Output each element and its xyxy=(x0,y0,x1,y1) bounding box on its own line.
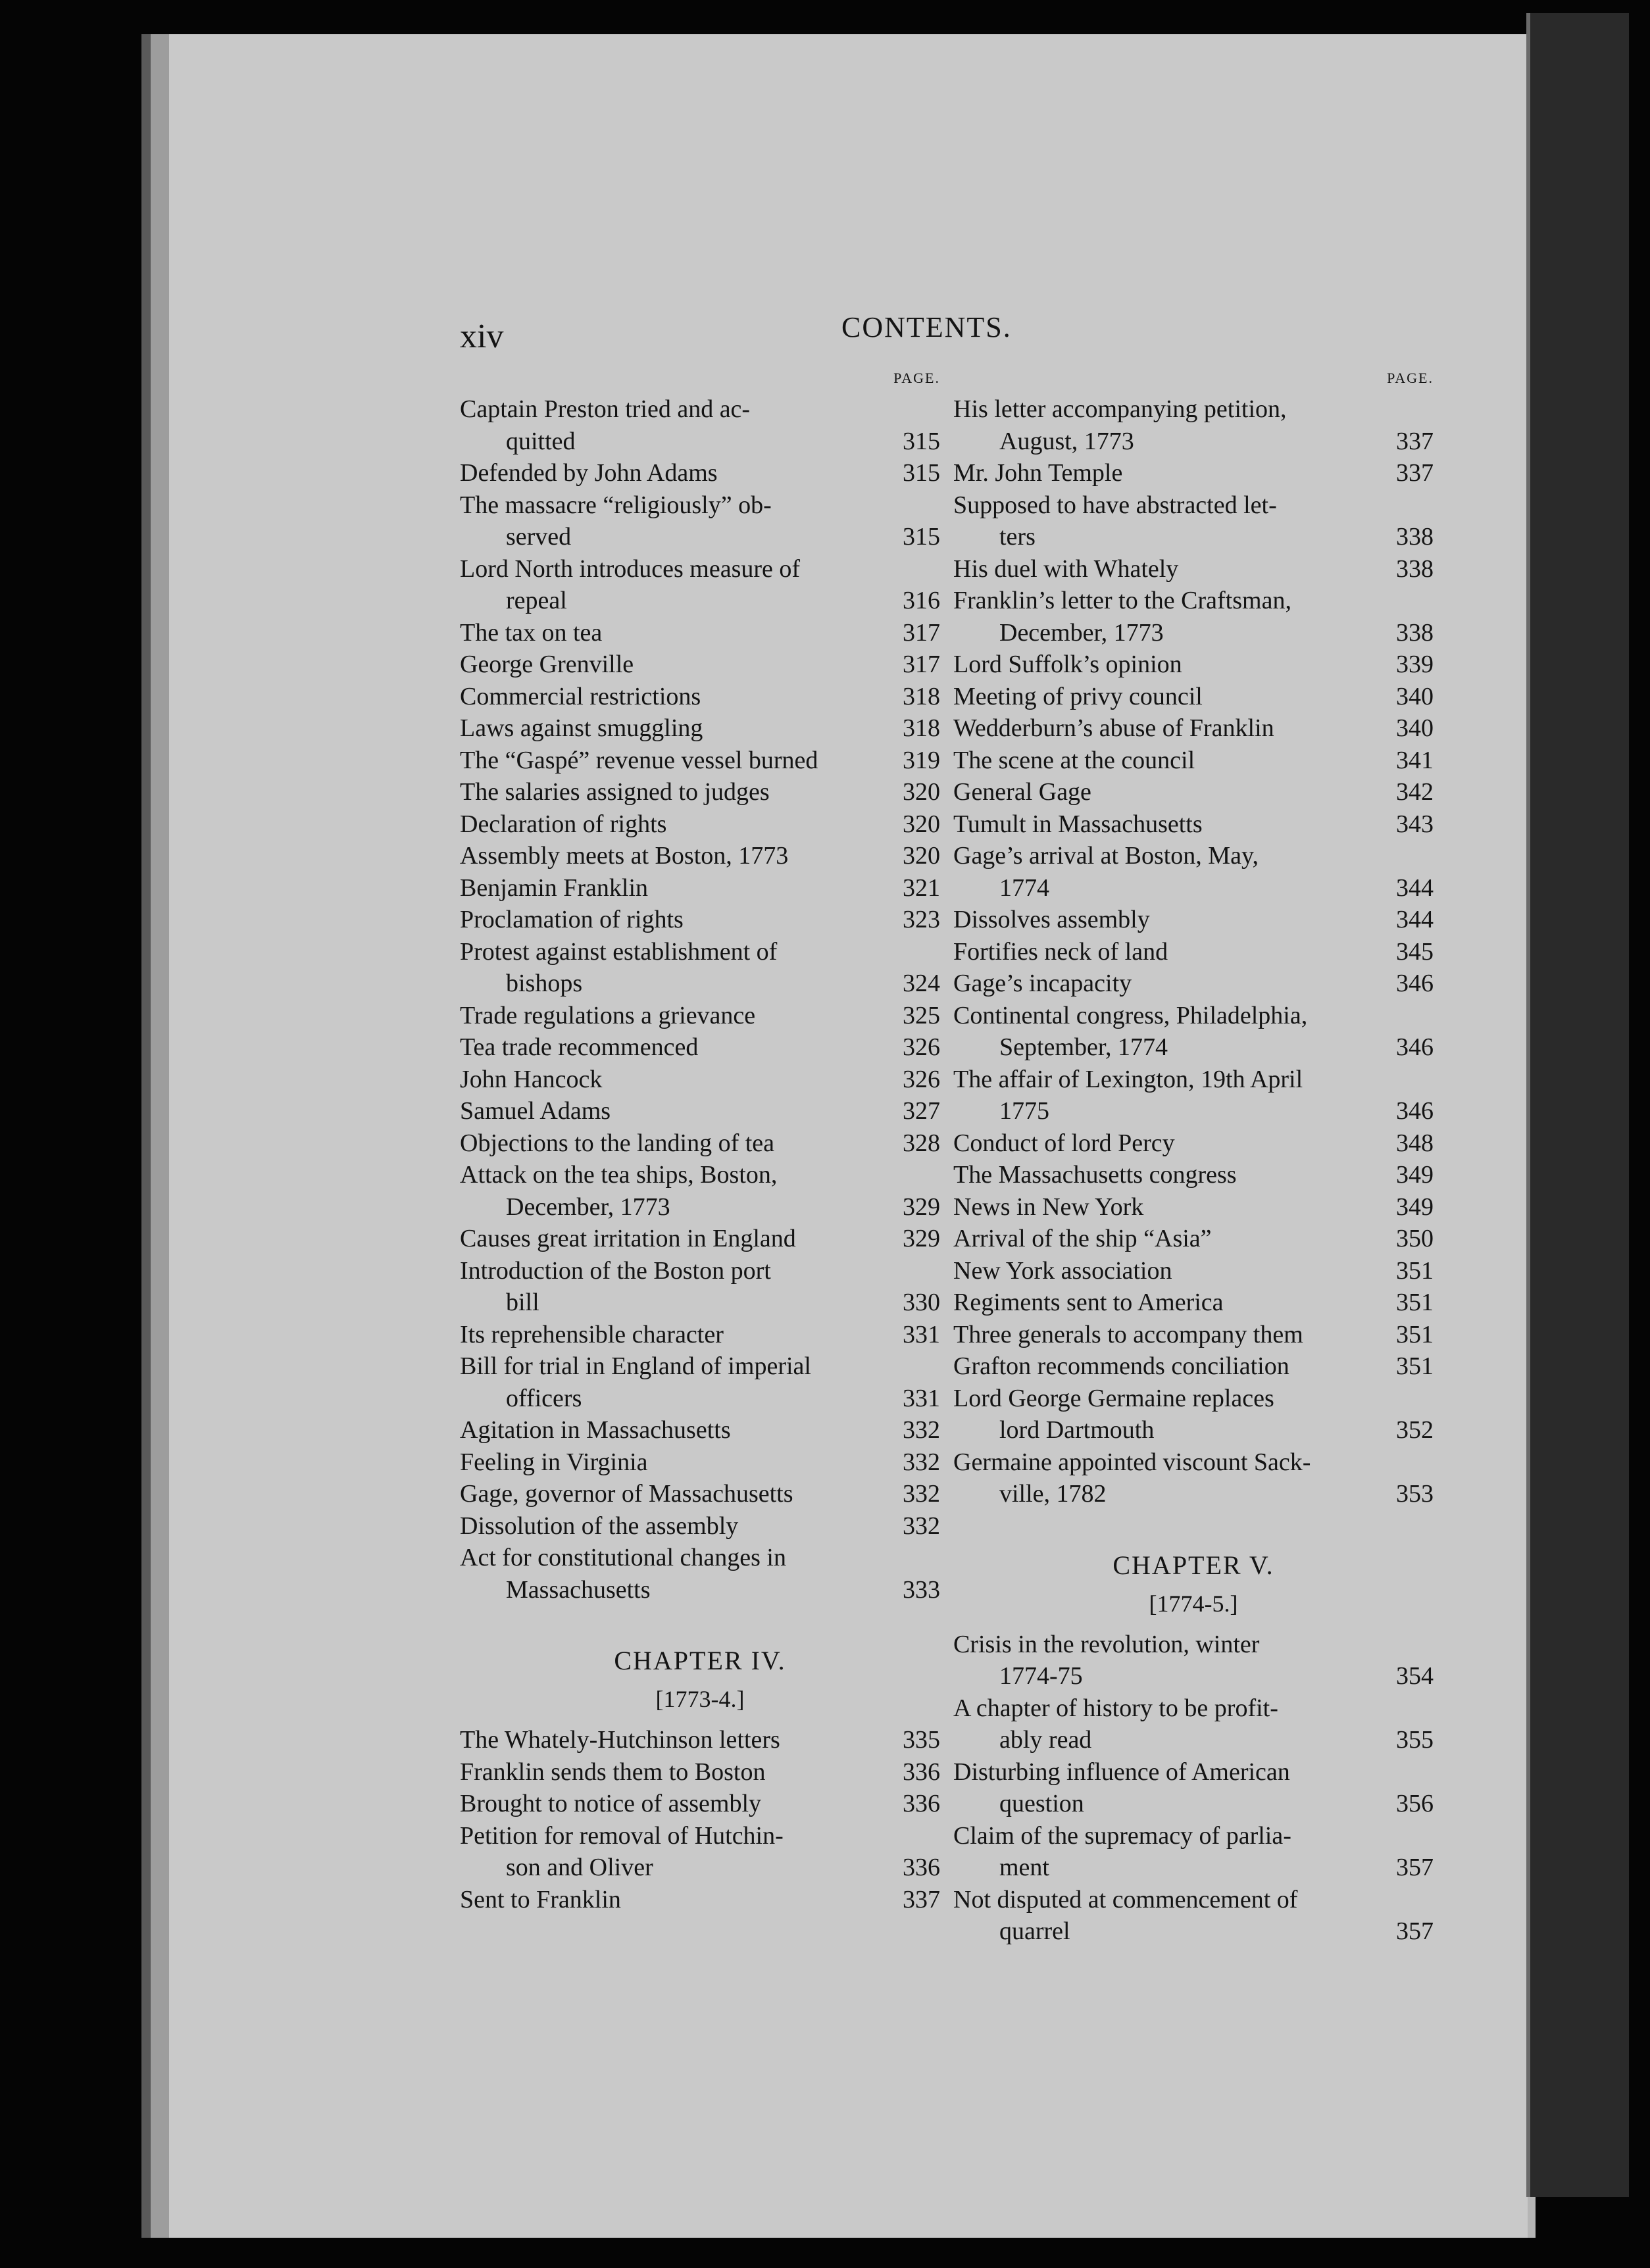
toc-entry xyxy=(460,1756,940,1788)
toc-entry-text: Defended by John Adams xyxy=(460,459,718,487)
left-entries xyxy=(460,393,940,1606)
toc-entry xyxy=(460,1127,940,1160)
toc-entry-page: 325 xyxy=(903,1001,940,1029)
chapter-v-heading: CHAPTER V. xyxy=(1112,1550,1274,1580)
toc-entry xyxy=(953,1255,1434,1287)
toc-entry-page: 344 xyxy=(1396,874,1434,902)
toc-entry-page: 329 xyxy=(903,1225,940,1252)
toc-entry-text: officers xyxy=(506,1384,582,1412)
toc-entry-text: Bill for trial in England of imperial xyxy=(460,1352,811,1380)
toc-entry-text: The “Gaspé” revenue vessel burned xyxy=(460,746,818,774)
toc-entry xyxy=(460,776,940,808)
toc-entry xyxy=(953,1127,1434,1160)
toc-entry-page: 355 xyxy=(1396,1726,1434,1754)
toc-entry-text: Supposed to have abstracted let- xyxy=(953,491,1277,519)
toc-entry-page: 341 xyxy=(1396,746,1434,774)
toc-entry-page: 357 xyxy=(1396,1854,1434,1881)
toc-entry-text: bishops xyxy=(506,970,583,997)
toc-entry-text: August, 1773 xyxy=(999,427,1134,455)
toc-entry-text: Lord George Germaine replaces xyxy=(953,1384,1274,1412)
toc-entry-page: 328 xyxy=(903,1129,940,1157)
toc-entry-page: 350 xyxy=(1396,1225,1434,1252)
toc-entry-text: A chapter of history to be profit- xyxy=(953,1694,1278,1722)
toc-entry-page: 338 xyxy=(1396,523,1434,551)
toc-entry-text: Objections to the landing of tea xyxy=(460,1129,775,1157)
toc-entry-text: The Massachusetts congress xyxy=(953,1161,1237,1189)
toc-entry xyxy=(953,1350,1434,1383)
toc-entry-page: 337 xyxy=(903,1885,940,1913)
toc-entry-text: 1774 xyxy=(999,874,1049,902)
toc-entry xyxy=(460,1159,940,1223)
toc-entry xyxy=(953,1692,1434,1756)
toc-entry-text: Gage’s arrival at Boston, May, xyxy=(953,842,1259,870)
toc-entry-text: Mr. John Temple xyxy=(953,459,1123,487)
toc-entry-text: Trade regulations a grievance xyxy=(460,1001,756,1029)
toc-entry-text: ville, 1782 xyxy=(999,1480,1107,1508)
toc-entry xyxy=(953,1383,1434,1446)
toc-entry xyxy=(953,489,1434,553)
toc-entry xyxy=(460,712,940,745)
toc-entry xyxy=(953,681,1434,713)
toc-entry xyxy=(460,1884,940,1916)
toc-entry xyxy=(460,457,940,489)
toc-entry-page: 349 xyxy=(1396,1193,1434,1221)
toc-entry-page: 327 xyxy=(903,1097,940,1125)
toc-entry-text: Brought to notice of assembly xyxy=(460,1790,762,1817)
toc-entry-text: His duel with Whately xyxy=(953,555,1179,583)
page-number: xiv xyxy=(460,318,504,355)
toc-entry-text: Tumult in Massachusetts xyxy=(953,810,1203,838)
toc-entry xyxy=(953,1000,1434,1064)
page-header xyxy=(151,310,1536,357)
toc-entry xyxy=(460,489,940,553)
toc-entry-text: ably read xyxy=(999,1726,1092,1754)
toc-entry-text: Attack on the tea ships, Boston, xyxy=(460,1161,778,1189)
toc-entry xyxy=(460,840,940,872)
toc-entry-text: September, 1774 xyxy=(999,1033,1168,1061)
toc-entry xyxy=(460,393,940,457)
toc-entry-text: Dissolves assembly xyxy=(953,906,1150,933)
toc-entry-page: 351 xyxy=(1396,1320,1434,1348)
toc-entry-page: 336 xyxy=(903,1758,940,1786)
toc-entry xyxy=(460,1510,940,1542)
toc-entry xyxy=(460,745,940,777)
toc-entry-text: The scene at the council xyxy=(953,746,1195,774)
page-column-label: PAGE. xyxy=(893,370,940,386)
toc-entry-page: 351 xyxy=(1396,1289,1434,1316)
chapter-v-years: [1774-5.] xyxy=(1149,1590,1238,1617)
toc-entry xyxy=(953,457,1434,489)
toc-entry-text: The massacre “religiously” ob- xyxy=(460,491,772,519)
toc-entry xyxy=(460,1820,940,1884)
toc-entry-page: 338 xyxy=(1396,618,1434,647)
toc-entry-page: 340 xyxy=(1396,682,1434,710)
toc-entry-page: 335 xyxy=(903,1726,940,1754)
toc-entry-text: Fortifies neck of land xyxy=(953,937,1168,966)
toc-entry-text: Causes great irritation in England xyxy=(460,1225,796,1252)
toc-entry-text: question xyxy=(999,1790,1084,1817)
toc-entry xyxy=(953,1223,1434,1255)
toc-entry-text: Petition for removal of Hutchin- xyxy=(460,1821,784,1850)
toc-entry-text: Lord Suffolk’s opinion xyxy=(953,651,1182,678)
toc-entry-text: Introduction of the Boston port xyxy=(460,1256,771,1285)
toc-entry-text: Regiments sent to America xyxy=(953,1289,1224,1316)
toc-entry-text: son and Oliver xyxy=(506,1854,653,1881)
chapter-iv-years: [1773-4.] xyxy=(655,1686,745,1712)
toc-entry-page: 315 xyxy=(903,459,940,487)
toc-entry-page: 340 xyxy=(1396,714,1434,742)
toc-entry xyxy=(953,553,1434,585)
toc-entry-text: Franklin sends them to Boston xyxy=(460,1758,766,1786)
toc-entry-text: December, 1773 xyxy=(999,618,1164,647)
toc-entry-page: 337 xyxy=(1396,427,1434,455)
toc-entry-text: bill xyxy=(506,1289,539,1316)
toc-entry-text: Tea trade recommenced xyxy=(460,1033,699,1061)
toc-entry-text: 1774-75 xyxy=(999,1662,1083,1690)
toc-entry xyxy=(953,1446,1434,1510)
toc-entry-page: 321 xyxy=(903,874,940,902)
toc-entry-text: served xyxy=(506,523,572,551)
toc-entry-text: Gage’s incapacity xyxy=(953,970,1132,997)
right-entries xyxy=(953,393,1434,1510)
toc-entry xyxy=(953,1319,1434,1351)
toc-entry xyxy=(460,1000,940,1032)
toc-entry-text: ters xyxy=(999,523,1036,551)
toc-entry-page: 336 xyxy=(903,1854,940,1881)
toc-entry-page: 337 xyxy=(1396,459,1434,487)
toc-entry-page: 343 xyxy=(1396,810,1434,838)
page-column-label: PAGE. xyxy=(1387,370,1434,386)
toc-entry xyxy=(460,617,940,649)
toc-entry-page: 332 xyxy=(903,1448,940,1476)
toc-entry-text: Continental congress, Philadelphia, xyxy=(953,1001,1308,1029)
right-column xyxy=(953,370,1434,1948)
toc-entry xyxy=(953,712,1434,745)
chapter-iv-heading: CHAPTER IV. xyxy=(614,1646,786,1675)
toc-entry-text: Act for constitutional changes in xyxy=(460,1544,786,1571)
toc-entry xyxy=(460,904,940,936)
toc-entry xyxy=(953,808,1434,841)
toc-entry-text: Franklin’s letter to the Craftsman, xyxy=(953,587,1291,614)
toc-entry-text: General Gage xyxy=(953,778,1091,806)
toc-entry-page: 320 xyxy=(903,842,940,870)
toc-entry xyxy=(953,776,1434,808)
toc-entry-page: 331 xyxy=(903,1384,940,1412)
chapter-iv-entries xyxy=(460,1724,940,1915)
toc-entry-text: News in New York xyxy=(953,1193,1144,1221)
toc-entry-page: 326 xyxy=(903,1065,940,1093)
toc-entry-text: Three generals to accompany them xyxy=(953,1320,1303,1348)
toc-entry-page: 339 xyxy=(1396,651,1434,678)
toc-entry-page: 332 xyxy=(903,1416,940,1444)
toc-entry-text: Conduct of lord Percy xyxy=(953,1129,1175,1157)
toc-entry-text: quitted xyxy=(506,427,576,455)
toc-entry xyxy=(460,1478,940,1510)
toc-entry-text: lord Dartmouth xyxy=(999,1416,1155,1444)
toc-entry-page: 332 xyxy=(903,1480,940,1508)
toc-entry xyxy=(953,1820,1434,1884)
toc-entry-page: 356 xyxy=(1396,1790,1434,1817)
toc-entry-page: 317 xyxy=(903,651,940,678)
toc-entry-text: Wedderburn’s abuse of Franklin xyxy=(953,714,1274,742)
toc-entry xyxy=(953,585,1434,649)
toc-entry-text: repeal xyxy=(506,587,567,614)
toc-entry-text: Samuel Adams xyxy=(460,1097,611,1125)
toc-entry xyxy=(460,1350,940,1414)
toc-entry-page: 330 xyxy=(903,1289,940,1316)
toc-entry-page: 323 xyxy=(903,906,940,933)
toc-entry-text: quarrel xyxy=(999,1917,1070,1945)
toc-entry-page: 348 xyxy=(1396,1129,1434,1157)
toc-entry-page: 344 xyxy=(1396,906,1434,933)
toc-entry xyxy=(953,1884,1434,1948)
toc-entry-text: Dissolution of the assembly xyxy=(460,1512,739,1540)
toc-entry-page: 326 xyxy=(903,1033,940,1061)
left-column xyxy=(460,370,940,1915)
toc-entry-text: Assembly meets at Boston, 1773 xyxy=(460,842,789,870)
toc-entry-text: New York association xyxy=(953,1256,1172,1285)
toc-entry xyxy=(953,745,1434,777)
toc-entry xyxy=(460,553,940,617)
toc-entry xyxy=(953,1191,1434,1223)
toc-entry xyxy=(953,904,1434,936)
toc-entry-text: The Whately-Hutchinson letters xyxy=(460,1726,780,1754)
toc-entry-text: The tax on tea xyxy=(460,618,603,647)
toc-entry xyxy=(460,1788,940,1820)
toc-entry xyxy=(460,1319,940,1351)
toc-entry-page: 317 xyxy=(903,618,940,647)
toc-entry-text: December, 1773 xyxy=(506,1193,670,1221)
toc-entry-page: 346 xyxy=(1396,1033,1434,1061)
toc-entry xyxy=(953,1756,1434,1820)
toc-entry-text: Germaine appointed viscount Sack- xyxy=(953,1448,1311,1476)
toc-entry-page: 318 xyxy=(903,714,940,742)
toc-entry-text: Proclamation of rights xyxy=(460,906,684,933)
toc-entry-page: 318 xyxy=(903,682,940,710)
toc-entry-text: ment xyxy=(999,1854,1049,1881)
toc-entry xyxy=(460,649,940,681)
toc-entry-text: His letter accompanying petition, xyxy=(953,395,1287,423)
toc-entry xyxy=(953,840,1434,904)
toc-entry-text: George Grenville xyxy=(460,651,634,678)
toc-entry-page: 346 xyxy=(1396,1097,1434,1125)
toc-entry-text: Feeling in Virginia xyxy=(460,1448,648,1476)
toc-entry xyxy=(953,649,1434,681)
toc-entry-text: Claim of the supremacy of parlia- xyxy=(953,1821,1291,1850)
toc-entry xyxy=(460,872,940,904)
toc-entry-page: 320 xyxy=(903,778,940,806)
toc-entry xyxy=(460,1031,940,1064)
toc-entry-page: 331 xyxy=(903,1320,940,1348)
toc-entry xyxy=(460,936,940,1000)
toc-entry-text: Sent to Franklin xyxy=(460,1885,621,1913)
book-page xyxy=(141,34,1536,2238)
toc-entry-page: 351 xyxy=(1396,1352,1434,1380)
toc-entry xyxy=(460,1255,940,1319)
toc-entry-page: 333 xyxy=(903,1575,940,1604)
toc-entry-page: 345 xyxy=(1396,937,1434,966)
toc-entry-text: Not disputed at commencement of xyxy=(953,1885,1298,1913)
toc-entry-text: Arrival of the ship “Asia” xyxy=(953,1225,1212,1252)
toc-entry-page: 316 xyxy=(903,587,940,614)
toc-entry-text: Lord North introduces measure of xyxy=(460,555,801,583)
toc-entry-page: 332 xyxy=(903,1512,940,1540)
page-title: CONTENTS. xyxy=(841,311,1012,343)
toc-entry-text: Massachusetts xyxy=(506,1575,651,1604)
toc-entry xyxy=(953,1159,1434,1191)
toc-entry xyxy=(460,1414,940,1446)
toc-entry xyxy=(953,1064,1434,1127)
toc-entry xyxy=(460,1095,940,1127)
toc-entry-text: Benjamin Franklin xyxy=(460,874,649,902)
toc-entry xyxy=(953,936,1434,968)
toc-entry xyxy=(953,1629,1434,1692)
toc-entry-text: Captain Preston tried and ac- xyxy=(460,395,751,423)
toc-entry xyxy=(460,1064,940,1096)
toc-entry xyxy=(460,1223,940,1255)
toc-entry-text: Protest against establishment of xyxy=(460,937,778,966)
toc-entry-page: 338 xyxy=(1396,555,1434,583)
toc-entry-page: 354 xyxy=(1396,1662,1434,1690)
page-edge-shadow xyxy=(1526,13,1629,2197)
toc-entry-text: 1775 xyxy=(999,1097,1049,1125)
toc-entry-text: John Hancock xyxy=(460,1065,603,1093)
toc-entry-text: The affair of Lexington, 19th April xyxy=(953,1065,1303,1093)
toc-entry xyxy=(460,1446,940,1479)
toc-entry-page: 349 xyxy=(1396,1161,1434,1189)
toc-entry xyxy=(460,1724,940,1756)
toc-entry xyxy=(460,681,940,713)
toc-entry-text: Gage, governor of Massachusetts xyxy=(460,1480,793,1508)
toc-entry-page: 351 xyxy=(1396,1256,1434,1285)
toc-entry-page: 319 xyxy=(903,746,940,774)
toc-entry-page: 315 xyxy=(903,523,940,551)
toc-entry-text: Crisis in the revolution, winter xyxy=(953,1630,1260,1658)
toc-entry-text: Laws against smuggling xyxy=(460,714,703,742)
toc-entry-text: Its reprehensible character xyxy=(460,1320,724,1348)
toc-entry-text: Declaration of rights xyxy=(460,810,667,838)
toc-entry-text: Agitation in Massachusetts xyxy=(460,1416,731,1444)
toc-entry-text: The salaries assigned to judges xyxy=(460,778,770,806)
toc-entry xyxy=(460,1542,940,1606)
toc-entry-text: Grafton recommends conciliation xyxy=(953,1352,1289,1380)
toc-entry xyxy=(460,808,940,841)
toc-entry-page: 352 xyxy=(1396,1416,1434,1444)
toc-entry-text: Commercial restrictions xyxy=(460,682,701,710)
toc-entry-page: 336 xyxy=(903,1790,940,1817)
chapter-v-entries xyxy=(953,1629,1434,1948)
toc-entry-text: Disturbing influence of American xyxy=(953,1758,1290,1786)
toc-entry-page: 329 xyxy=(903,1193,940,1221)
toc-entry-page: 342 xyxy=(1396,778,1434,806)
toc-entry-page: 353 xyxy=(1396,1480,1434,1508)
toc-entry-text: Meeting of privy council xyxy=(953,682,1203,710)
toc-entry-page: 324 xyxy=(903,970,940,997)
toc-entry-page: 315 xyxy=(903,427,940,455)
toc-entry-page: 357 xyxy=(1396,1917,1434,1945)
toc-entry-page: 346 xyxy=(1396,970,1434,997)
toc-entry xyxy=(953,393,1434,457)
toc-entry-page: 320 xyxy=(903,810,940,838)
toc-entry xyxy=(953,968,1434,1000)
toc-entry xyxy=(953,1287,1434,1319)
